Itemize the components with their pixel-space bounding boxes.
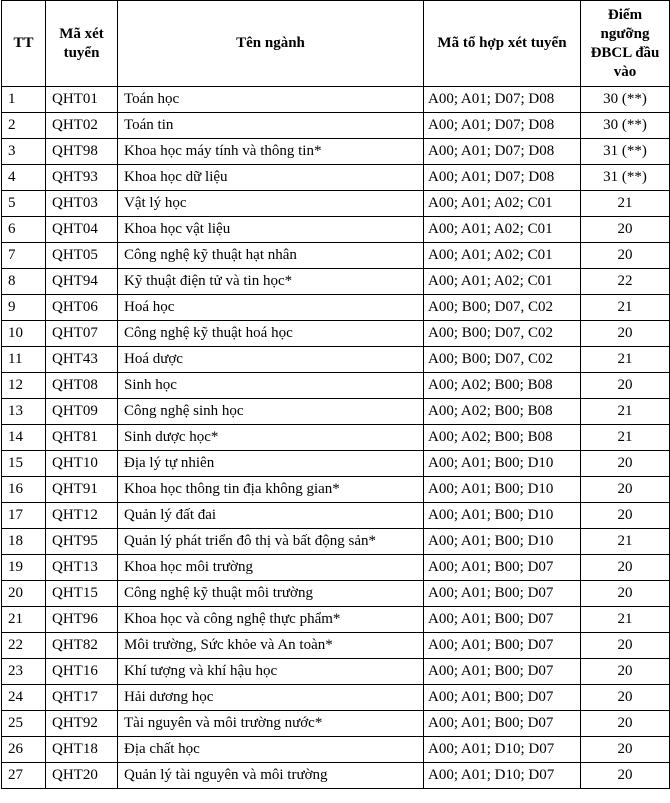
- table-row: [2, 243, 670, 269]
- cell-score: 20: [581, 555, 670, 581]
- table-row: [2, 451, 670, 477]
- cell-score: 20: [581, 373, 670, 399]
- cell-code: QHT13: [46, 555, 118, 581]
- cell-code: QHT96: [46, 607, 118, 633]
- table-row: [2, 399, 670, 425]
- cell-code: QHT07: [46, 321, 118, 347]
- cell-score: 20: [581, 503, 670, 529]
- cell-code: QHT08: [46, 373, 118, 399]
- cell-score: 20: [581, 737, 670, 763]
- cell-name: Công nghệ sinh học: [118, 399, 424, 425]
- cell-code: QHT43: [46, 347, 118, 373]
- cell-code: QHT06: [46, 295, 118, 321]
- table-row: [2, 763, 670, 789]
- table-row: [2, 87, 670, 113]
- cell-name: Khoa học thông tin địa không gian*: [118, 477, 424, 503]
- cell-code: QHT17: [46, 685, 118, 711]
- cell-tt: 22: [2, 633, 46, 659]
- cell-score: 20: [581, 659, 670, 685]
- cell-combo: A00; A01; A02; C01: [424, 243, 581, 269]
- cell-name: Công nghệ kỹ thuật hoá học: [118, 321, 424, 347]
- cell-code: QHT82: [46, 633, 118, 659]
- cell-name: Địa lý tự nhiên: [118, 451, 424, 477]
- cell-name: Môi trường, Sức khỏe và An toàn*: [118, 633, 424, 659]
- cell-name: Công nghệ kỹ thuật môi trường: [118, 581, 424, 607]
- cell-tt: 7: [2, 243, 46, 269]
- cell-tt: 23: [2, 659, 46, 685]
- cell-combo: A00; A01; D07; D08: [424, 165, 581, 191]
- table-row: [2, 269, 670, 295]
- cell-tt: 14: [2, 425, 46, 451]
- cell-code: QHT18: [46, 737, 118, 763]
- table-row: [2, 347, 670, 373]
- cell-combo: A00; A01; B00; D10: [424, 503, 581, 529]
- cell-code: QHT03: [46, 191, 118, 217]
- cell-name: Hoá học: [118, 295, 424, 321]
- cell-score: 22: [581, 269, 670, 295]
- cell-tt: 19: [2, 555, 46, 581]
- cell-score: 21: [581, 399, 670, 425]
- cell-score: 21: [581, 295, 670, 321]
- table-row: [2, 503, 670, 529]
- cell-score: 31 (**): [581, 139, 670, 165]
- cell-combo: A00; A01; B00; D07: [424, 607, 581, 633]
- cell-name: Quản lý đất đai: [118, 503, 424, 529]
- cell-score: 21: [581, 425, 670, 451]
- cell-tt: 12: [2, 373, 46, 399]
- cell-name: Khoa học máy tính và thông tin*: [118, 139, 424, 165]
- cell-combo: A00; A01; D07; D08: [424, 139, 581, 165]
- cell-score: 21: [581, 191, 670, 217]
- table-row: [2, 633, 670, 659]
- cell-code: QHT04: [46, 217, 118, 243]
- cell-tt: 27: [2, 763, 46, 789]
- cell-name: Quản lý tài nguyên và môi trường: [118, 763, 424, 789]
- cell-code: QHT02: [46, 113, 118, 139]
- cell-combo: A00; A01; B00; D10: [424, 529, 581, 555]
- cell-code: QHT12: [46, 503, 118, 529]
- cell-tt: 17: [2, 503, 46, 529]
- cell-combo: A00; A02; B00; B08: [424, 373, 581, 399]
- cell-tt: 6: [2, 217, 46, 243]
- table-row: [2, 737, 670, 763]
- cell-score: 30 (**): [581, 113, 670, 139]
- table-row: [2, 607, 670, 633]
- cell-tt: 24: [2, 685, 46, 711]
- cell-score: 20: [581, 217, 670, 243]
- table-row: [2, 477, 670, 503]
- cell-name: Toán học: [118, 87, 424, 113]
- cell-tt: 11: [2, 347, 46, 373]
- cell-name: Sinh học: [118, 373, 424, 399]
- cell-code: QHT20: [46, 763, 118, 789]
- cell-code: QHT94: [46, 269, 118, 295]
- cell-combo: A00; A01; D10; D07: [424, 763, 581, 789]
- cell-tt: 4: [2, 165, 46, 191]
- cell-combo: A00; A01; A02; C01: [424, 269, 581, 295]
- cell-name: Hải dương học: [118, 685, 424, 711]
- cell-name: Khoa học vật liệu: [118, 217, 424, 243]
- cell-tt: 18: [2, 529, 46, 555]
- cell-score: 20: [581, 633, 670, 659]
- cell-tt: 10: [2, 321, 46, 347]
- cell-name: Khoa học môi trường: [118, 555, 424, 581]
- table-row: [2, 581, 670, 607]
- cell-score: 30 (**): [581, 87, 670, 113]
- cell-score: 31 (**): [581, 165, 670, 191]
- table-row: [2, 529, 670, 555]
- table-row: [2, 321, 670, 347]
- cell-code: QHT05: [46, 243, 118, 269]
- cell-name: Khoa học và công nghệ thực phẩm*: [118, 607, 424, 633]
- cell-combo: A00; A01; D10; D07: [424, 737, 581, 763]
- cell-score: 20: [581, 477, 670, 503]
- cell-score: 20: [581, 711, 670, 737]
- cell-code: QHT92: [46, 711, 118, 737]
- cell-tt: 1: [2, 87, 46, 113]
- cell-combo: A00; A01; B00; D10: [424, 451, 581, 477]
- cell-combo: A00; B00; D07, C02: [424, 347, 581, 373]
- table-row: [2, 113, 670, 139]
- cell-score: 21: [581, 347, 670, 373]
- header-name: Tên ngành: [118, 1, 424, 87]
- header-code: Mã xét tuyển: [46, 1, 118, 87]
- cell-code: QHT93: [46, 165, 118, 191]
- cell-combo: A00; B00; D07, C02: [424, 321, 581, 347]
- cell-tt: 20: [2, 581, 46, 607]
- table-row: [2, 711, 670, 737]
- cell-tt: 25: [2, 711, 46, 737]
- cell-tt: 5: [2, 191, 46, 217]
- cell-name: Sinh dược học*: [118, 425, 424, 451]
- table-row: [2, 659, 670, 685]
- cell-name: Hoá dược: [118, 347, 424, 373]
- cell-combo: A00; A01; B00; D07: [424, 633, 581, 659]
- cell-code: QHT15: [46, 581, 118, 607]
- cell-score: 20: [581, 763, 670, 789]
- cell-code: QHT16: [46, 659, 118, 685]
- table-row: [2, 139, 670, 165]
- header-row: [2, 1, 670, 87]
- cell-tt: 13: [2, 399, 46, 425]
- header-combo: Mã tổ hợp xét tuyển: [424, 1, 581, 87]
- table-row: [2, 165, 670, 191]
- cell-name: Toán tin: [118, 113, 424, 139]
- cell-tt: 26: [2, 737, 46, 763]
- table-row: [2, 555, 670, 581]
- cell-code: QHT01: [46, 87, 118, 113]
- cell-combo: A00; B00; D07, C02: [424, 295, 581, 321]
- cell-tt: 21: [2, 607, 46, 633]
- cell-tt: 16: [2, 477, 46, 503]
- header-tt: TT: [2, 1, 46, 87]
- cell-code: QHT10: [46, 451, 118, 477]
- cell-score: 20: [581, 321, 670, 347]
- cell-code: QHT95: [46, 529, 118, 555]
- cell-tt: 8: [2, 269, 46, 295]
- table-row: [2, 373, 670, 399]
- cell-combo: A00; A01; D07; D08: [424, 113, 581, 139]
- cell-score: 20: [581, 451, 670, 477]
- cell-name: Địa chất học: [118, 737, 424, 763]
- cell-code: QHT09: [46, 399, 118, 425]
- cell-score: 21: [581, 607, 670, 633]
- header-score: Điểm ngưỡng ĐBCL đầu vào: [581, 1, 670, 87]
- cell-combo: A00; A02; B00; B08: [424, 425, 581, 451]
- cell-name: Kỹ thuật điện tử và tin học*: [118, 269, 424, 295]
- cell-name: Khoa học dữ liệu: [118, 165, 424, 191]
- cell-score: 20: [581, 581, 670, 607]
- cell-score: 21: [581, 529, 670, 555]
- cell-combo: A00; A01; D07; D08: [424, 87, 581, 113]
- cell-name: Quản lý phát triển đô thị và bất động sản*: [118, 529, 424, 555]
- cell-tt: 2: [2, 113, 46, 139]
- cell-code: QHT98: [46, 139, 118, 165]
- cell-combo: A00; A01; B00; D10: [424, 477, 581, 503]
- cell-name: Tài nguyên và môi trường nước*: [118, 711, 424, 737]
- table-row: [2, 425, 670, 451]
- cell-combo: A00; A01; A02; C01: [424, 217, 581, 243]
- table-row: [2, 295, 670, 321]
- admission-table: [1, 0, 670, 789]
- cell-combo: A00; A01; B00; D07: [424, 711, 581, 737]
- table-row: [2, 217, 670, 243]
- cell-name: Khí tượng và khí hậu học: [118, 659, 424, 685]
- cell-combo: A00; A02; B00; B08: [424, 399, 581, 425]
- cell-combo: A00; A01; B00; D07: [424, 685, 581, 711]
- table-row: [2, 685, 670, 711]
- cell-code: QHT81: [46, 425, 118, 451]
- cell-tt: 3: [2, 139, 46, 165]
- cell-combo: A00; A01; B00; D07: [424, 555, 581, 581]
- cell-name: Công nghệ kỹ thuật hạt nhân: [118, 243, 424, 269]
- cell-name: Vật lý học: [118, 191, 424, 217]
- cell-tt: 15: [2, 451, 46, 477]
- cell-combo: A00; A01; A02; C01: [424, 191, 581, 217]
- cell-score: 20: [581, 685, 670, 711]
- cell-tt: 9: [2, 295, 46, 321]
- cell-combo: A00; A01; B00; D07: [424, 581, 581, 607]
- table-row: [2, 191, 670, 217]
- cell-score: 20: [581, 243, 670, 269]
- cell-combo: A00; A01; B00; D07: [424, 659, 581, 685]
- cell-code: QHT91: [46, 477, 118, 503]
